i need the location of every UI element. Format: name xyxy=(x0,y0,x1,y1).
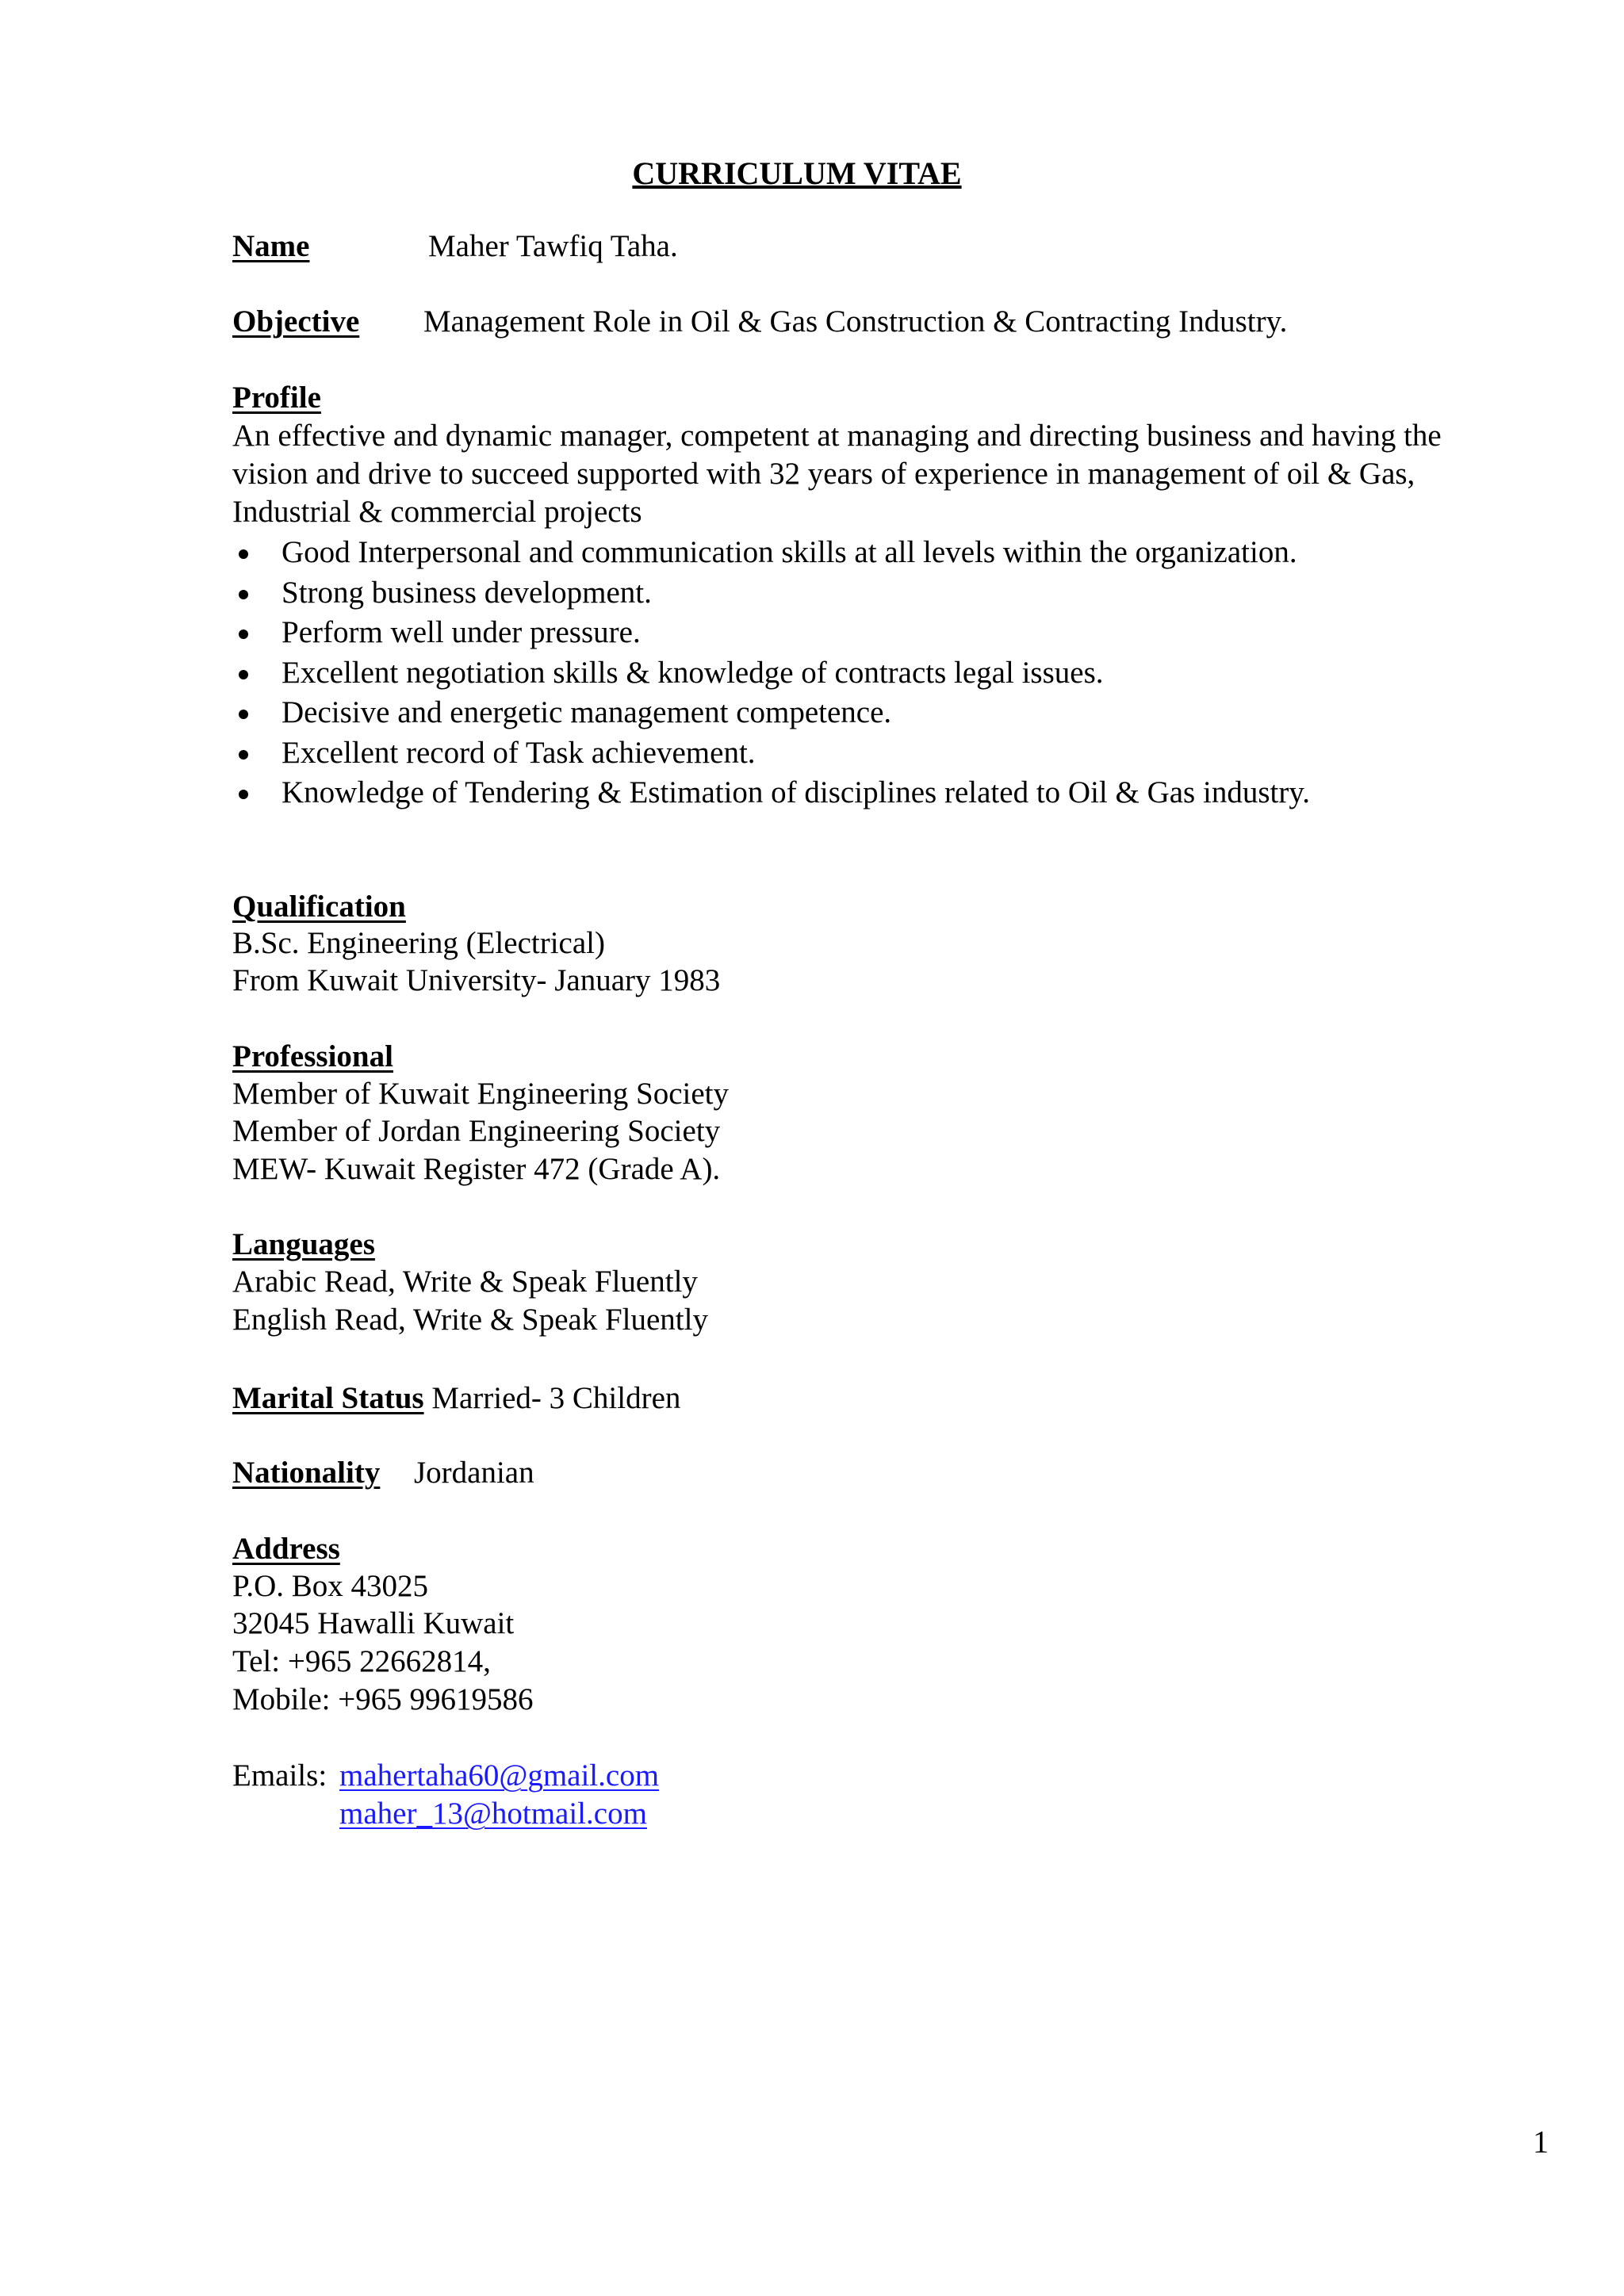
marital-status-row xyxy=(232,1380,680,1418)
nationality-label: Nationality xyxy=(232,1456,381,1490)
languages-line: Arabic Read, Write & Speak Fluently xyxy=(232,1265,698,1299)
address-heading: Address xyxy=(232,1532,340,1566)
list-item xyxy=(232,574,1310,614)
objective-label: Objective xyxy=(232,304,360,339)
list-item xyxy=(232,774,1310,814)
address-line: P.O. Box 43025 xyxy=(232,1569,429,1603)
qualification-line: B.Sc. Engineering (Electrical) xyxy=(232,926,605,960)
languages-heading: Languages xyxy=(232,1227,375,1261)
bullet-icon xyxy=(239,549,248,559)
professional-heading: Professional xyxy=(232,1039,393,1073)
bullet-text: Perform well under pressure. xyxy=(282,615,641,649)
profile-summary-line: An effective and dynamic manager, competent at managing and directing business and having the xyxy=(232,419,1442,453)
email-link[interactable]: maher_13@hotmail.com xyxy=(339,1797,647,1831)
languages-line: English Read, Write & Speak Fluently xyxy=(232,1303,708,1337)
bullet-text: Excellent negotiation skills & knowledge of contracts legal issues. xyxy=(282,655,1104,690)
bullet-text: Excellent record of Task achievement. xyxy=(282,735,756,770)
bullet-icon xyxy=(239,629,248,639)
professional-line: MEW- Kuwait Register 472 (Grade A). xyxy=(232,1152,721,1186)
qualification-heading: Qualification xyxy=(232,890,406,924)
bullet-icon xyxy=(239,670,248,679)
list-item xyxy=(232,534,1310,574)
email-link[interactable]: mahertaha60@gmail.com xyxy=(339,1758,660,1793)
qualification-line: From Kuwait University- January 1983 xyxy=(232,963,721,997)
marital-status-label: Marital Status xyxy=(232,1381,424,1415)
list-item xyxy=(232,614,1310,654)
emails-label: Emails: xyxy=(232,1758,327,1793)
profile-bullet-list xyxy=(232,534,1310,814)
name-label: Name xyxy=(232,229,310,263)
page-number: 1 xyxy=(1533,2124,1549,2160)
address-line: Tel: +965 22662814, xyxy=(232,1644,491,1678)
bullet-icon xyxy=(239,710,248,719)
bullet-text: Knowledge of Tendering & Estimation of disciplines related to Oil & Gas industry. xyxy=(282,775,1311,809)
bullet-icon xyxy=(239,590,248,599)
profile-heading: Profile xyxy=(232,381,321,415)
address-line: Mobile: +965 99619586 xyxy=(232,1682,534,1716)
nationality-value: Jordanian xyxy=(414,1456,534,1490)
bullet-text: Strong business development. xyxy=(282,575,652,610)
professional-line: Member of Jordan Engineering Society xyxy=(232,1114,721,1148)
bullet-text: Decisive and energetic management competence. xyxy=(282,695,892,729)
list-item xyxy=(232,654,1310,695)
list-item xyxy=(232,734,1310,775)
address-line: 32045 Hawalli Kuwait xyxy=(232,1606,515,1640)
profile-summary-line: vision and drive to succeed supported with 32 years of experience in management of oil & Gas, xyxy=(232,457,1415,491)
bullet-text: Good Interpersonal and communication skills at all levels within the organization. xyxy=(282,535,1297,569)
profile-summary-line: Industrial & commercial projects xyxy=(232,495,642,529)
bullet-icon xyxy=(239,790,248,799)
list-item xyxy=(232,694,1310,734)
bullet-icon xyxy=(239,750,248,760)
marital-status-value: Married- 3 Children xyxy=(431,1381,681,1415)
name-value: Maher Tawfiq Taha. xyxy=(428,229,678,263)
objective-value: Management Role in Oil & Gas Construction & Contracting Industry. xyxy=(423,304,1288,339)
professional-line: Member of Kuwait Engineering Society xyxy=(232,1077,729,1111)
document-title: CURRICULUM VITAE xyxy=(632,155,962,191)
